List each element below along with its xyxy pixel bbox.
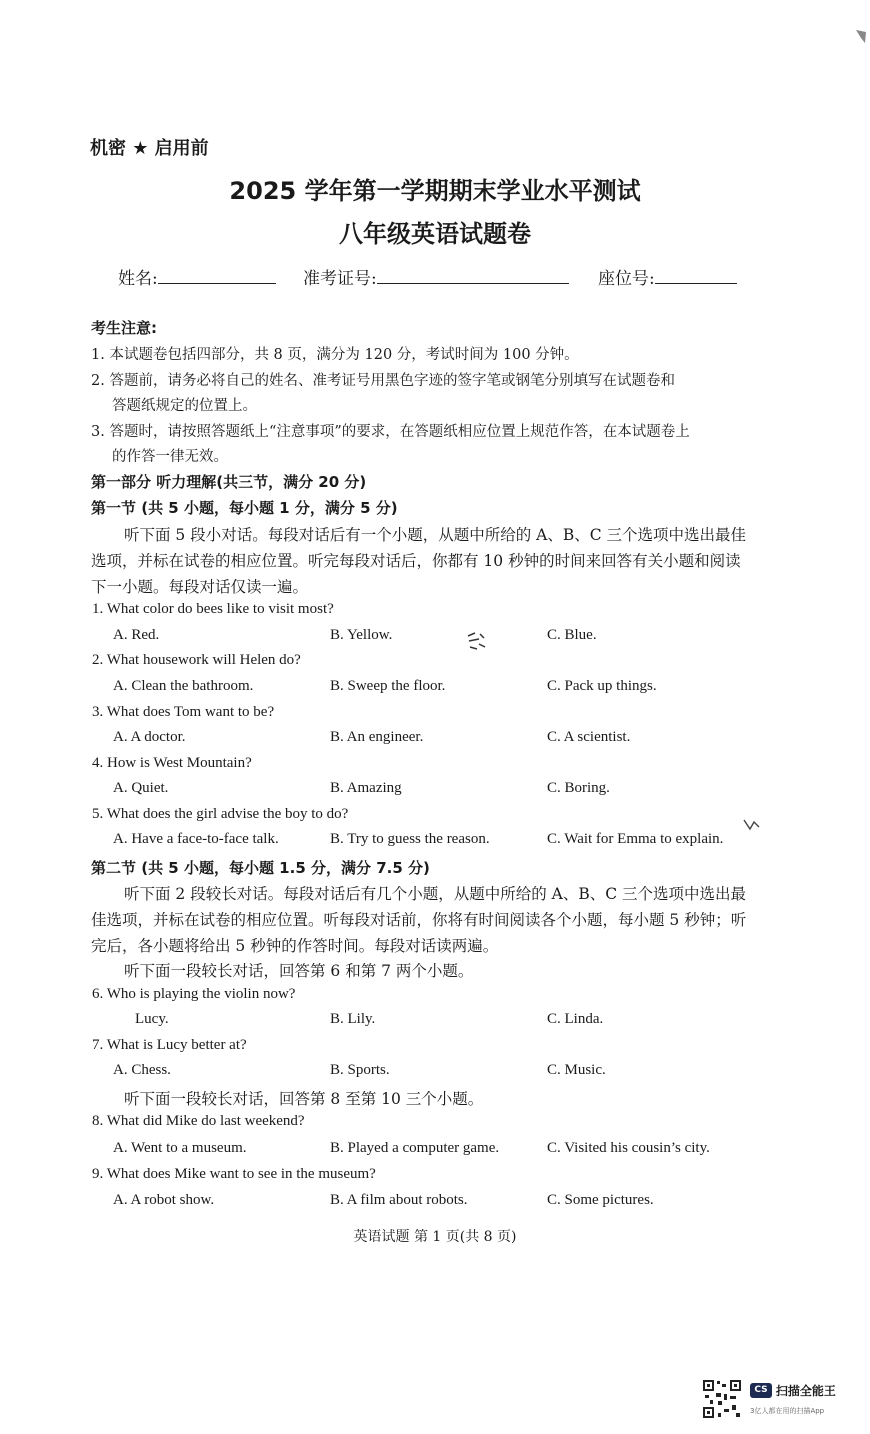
name-field xyxy=(118,264,276,289)
question-8: 8. What did Mike do last weekend? xyxy=(92,1113,305,1129)
option-b: B. Amazing xyxy=(330,780,402,796)
exam-title: 2025 学年第一学期期末学业水平测试 xyxy=(229,177,641,205)
seat-blank xyxy=(655,267,737,284)
option-c: C. Some pictures. xyxy=(547,1192,654,1208)
name-label: 姓名: xyxy=(118,269,158,289)
option-a: A. Red. xyxy=(113,627,160,643)
question-7: 7. What is Lucy better at? xyxy=(92,1037,247,1053)
name-blank xyxy=(158,267,276,284)
confidential-label: 机密 ★ 启用前 xyxy=(90,138,209,159)
option-b: B. An engineer. xyxy=(330,729,424,745)
option-b: B. A film about robots. xyxy=(330,1192,468,1208)
option-a: A. Have a face-to-face talk. xyxy=(113,831,279,847)
option-a: A. Clean the bathroom. xyxy=(113,678,254,694)
option-c: C. Visited his cousin’s city. xyxy=(547,1140,710,1156)
page-corner-mark xyxy=(855,28,867,44)
question-4: 4. How is West Mountain? xyxy=(92,755,252,771)
notes-heading: 考生注意: xyxy=(91,319,157,337)
option-a: A. Chess. xyxy=(113,1062,171,1078)
option-a: A. A robot show. xyxy=(113,1192,215,1208)
page-footer: 英语试题 第 1 页(共 8 页) xyxy=(353,1229,517,1245)
question-6: 6. Who is playing the violin now? xyxy=(92,986,296,1002)
dialog2-note: 听下面一段较长对话，回答第 8 至第 10 三个小题。 xyxy=(124,1090,484,1108)
option-a: Lucy. xyxy=(135,1011,169,1027)
option-a: A. A doctor. xyxy=(113,729,186,745)
question-3: 3. What does Tom want to be? xyxy=(92,704,275,720)
section2-instruction: 佳选项，并标在试卷的相应位置。听每段对话前，你将有时间阅读各个小题，每小题 5 秒钟；听 xyxy=(91,911,747,929)
note-line: 答题纸规定的位置上。 xyxy=(112,398,257,414)
note-line: 的作答一律无效。 xyxy=(112,449,228,465)
section1-heading: 第一节 (共 5 小题，每小题 1 分，满分 5 分) xyxy=(91,499,398,517)
scanner-tagline: 3亿人都在用的扫描App xyxy=(750,1407,825,1415)
dialog1-note: 听下面一段较长对话，回答第 6 和第 7 两个小题。 xyxy=(124,962,474,980)
qr-code-icon xyxy=(702,1379,742,1419)
option-a: A. Quiet. xyxy=(113,780,169,796)
question-5: 5. What does the girl advise the boy to do? xyxy=(92,806,349,822)
exam-subtitle: 八年级英语试题卷 xyxy=(339,220,531,248)
option-c: C. Wait for Emma to explain. xyxy=(547,831,724,847)
note-line: 3. 答题时，请按照答题纸上“注意事项”的要求，在答题纸相应位置上规范作答，在本试题卷上 xyxy=(91,424,690,440)
question-2: 2. What housework will Helen do? xyxy=(92,652,301,668)
option-b: B. Lily. xyxy=(330,1011,376,1027)
section2-heading: 第二节 (共 5 小题，每小题 1.5 分，满分 7.5 分) xyxy=(91,859,430,877)
question-9: 9. What does Mike want to see in the museum? xyxy=(92,1166,376,1182)
scanner-logo-icon: CS xyxy=(750,1383,772,1398)
seat-label: 座位号: xyxy=(598,269,655,289)
option-b: B. Yellow. xyxy=(330,627,393,643)
scan-smudge xyxy=(742,818,762,832)
option-a: A. Went to a museum. xyxy=(113,1140,247,1156)
section2-instruction: 听下面 2 段较长对话。每段对话后有几个小题，从题中所给的 A、B、C 三个选项中选出最 xyxy=(124,885,747,903)
scan-smudge xyxy=(465,630,487,652)
ticket-blank xyxy=(377,267,569,284)
option-c: C. Linda. xyxy=(547,1011,604,1027)
seat-field xyxy=(598,264,737,289)
ticket-label: 准考证号: xyxy=(303,269,377,289)
option-c: C. Pack up things. xyxy=(547,678,657,694)
section1-instruction: 下一小题。每段对话仅读一遍。 xyxy=(91,578,309,596)
question-1: 1. What color do bees like to visit most? xyxy=(92,601,334,617)
option-b: B. Played a computer game. xyxy=(330,1140,500,1156)
section1-instruction: 选项，并标在试卷的相应位置。听完每段对话后，你都有 10 秒钟的时间来回答有关小题和阅读 xyxy=(91,552,741,570)
ticket-field xyxy=(303,264,569,289)
section2-instruction: 完后，各小题将给出 5 秒钟的作答时间。每段对话读两遍。 xyxy=(91,937,499,955)
option-c: C. Music. xyxy=(547,1062,606,1078)
part1-heading: 第一部分 听力理解(共三节，满分 20 分) xyxy=(91,473,367,491)
note-line: 2. 答题前，请务必将自己的姓名、准考证号用黑色字迹的签字笔或钢笔分别填写在试题卷和 xyxy=(91,373,675,389)
note-line: 1. 本试题卷包括四部分，共 8 页，满分为 120 分，考试时间为 100 分钟。 xyxy=(91,347,579,363)
option-b: B. Sweep the floor. xyxy=(330,678,446,694)
scanner-brand xyxy=(750,1382,836,1399)
option-c: C. Blue. xyxy=(547,627,597,643)
option-c: C. Boring. xyxy=(547,780,610,796)
section1-instruction: 听下面 5 段小对话。每段对话后有一个小题，从题中所给的 A、B、C 三个选项中选出最佳 xyxy=(124,526,747,544)
scanner-brand-name: 扫描全能王 xyxy=(775,1384,836,1398)
option-c: C. A scientist. xyxy=(547,729,631,745)
option-b: B. Sports. xyxy=(330,1062,390,1078)
option-b: B. Try to guess the reason. xyxy=(330,831,490,847)
